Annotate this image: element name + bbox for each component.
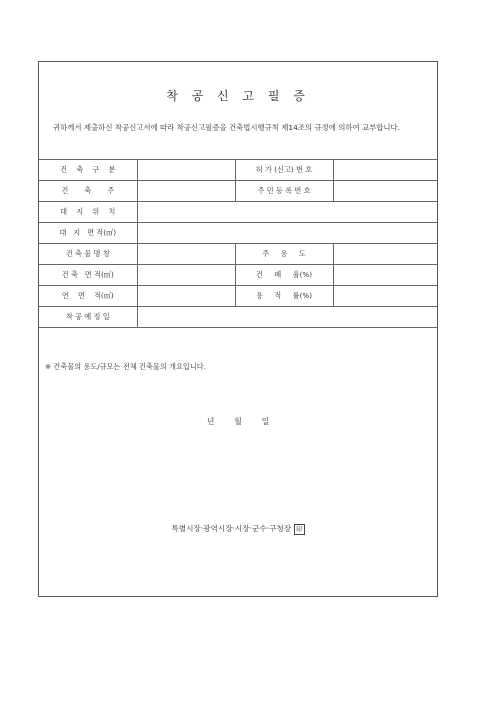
- table-row: [39, 223, 437, 244]
- value-floor-area-ratio: [333, 286, 437, 307]
- table-row: [39, 244, 437, 265]
- document-title: 착 공 신 고 필 증: [166, 89, 310, 103]
- value-main-use: [333, 244, 437, 265]
- value-coverage-ratio: [333, 265, 437, 286]
- label-permit-number: 허 가 (신고) 번 호: [235, 160, 333, 181]
- info-table: [39, 159, 437, 328]
- certificate-form: [38, 61, 438, 597]
- table-row: [39, 307, 437, 328]
- label-resident-number: 주 민 등 록 번 호: [235, 181, 333, 202]
- footnote: ※ 건축물의 용도/규모는 전체 건축물의 개요입니다.: [45, 362, 207, 371]
- issuer-name: 특별시장·광역시장·시장·군수·구청장: [171, 524, 292, 533]
- issuer-line: [39, 523, 437, 535]
- label-coverage-ratio: 건 폐 율(%): [235, 265, 333, 286]
- value-building-area: [137, 265, 235, 286]
- table-row: [39, 202, 437, 223]
- value-total-floor-area: [137, 286, 235, 307]
- label-building-name: 건 축 물 명 칭: [39, 244, 137, 265]
- value-building-type: [137, 160, 235, 181]
- intro-text: 귀하께서 제출하신 착공신고서에 따라 착공신고필증을 건축법시행규칙 제14조의 규정에 의하여 교부합니다.: [53, 123, 401, 132]
- value-owner: [137, 181, 235, 202]
- table-row: [39, 286, 437, 307]
- issue-date: 년 월 일: [206, 417, 270, 426]
- value-building-name: [137, 244, 235, 265]
- label-owner: 건 축 주: [39, 181, 137, 202]
- label-site-area: 대 지 면 적(㎡): [39, 223, 137, 244]
- table-row: [39, 181, 437, 202]
- value-permit-number: [333, 160, 437, 181]
- label-site-location: 대 지 위 치: [39, 202, 137, 223]
- label-main-use: 주 용 도: [235, 244, 333, 265]
- seal-mark: 印: [296, 525, 303, 533]
- value-site-location: [137, 202, 437, 223]
- label-start-date: 착 공 예 정 일: [39, 307, 137, 328]
- label-building-area: 건 축 면 적(㎡): [39, 265, 137, 286]
- value-resident-number: [333, 181, 437, 202]
- table-row: [39, 160, 437, 181]
- value-site-area: [137, 223, 437, 244]
- table-row: [39, 265, 437, 286]
- label-floor-area-ratio: 용 적 률(%): [235, 286, 333, 307]
- value-start-date: [137, 307, 437, 328]
- label-building-type: 건 축 구 분: [39, 160, 137, 181]
- label-total-floor-area: 연 면 적(㎡): [39, 286, 137, 307]
